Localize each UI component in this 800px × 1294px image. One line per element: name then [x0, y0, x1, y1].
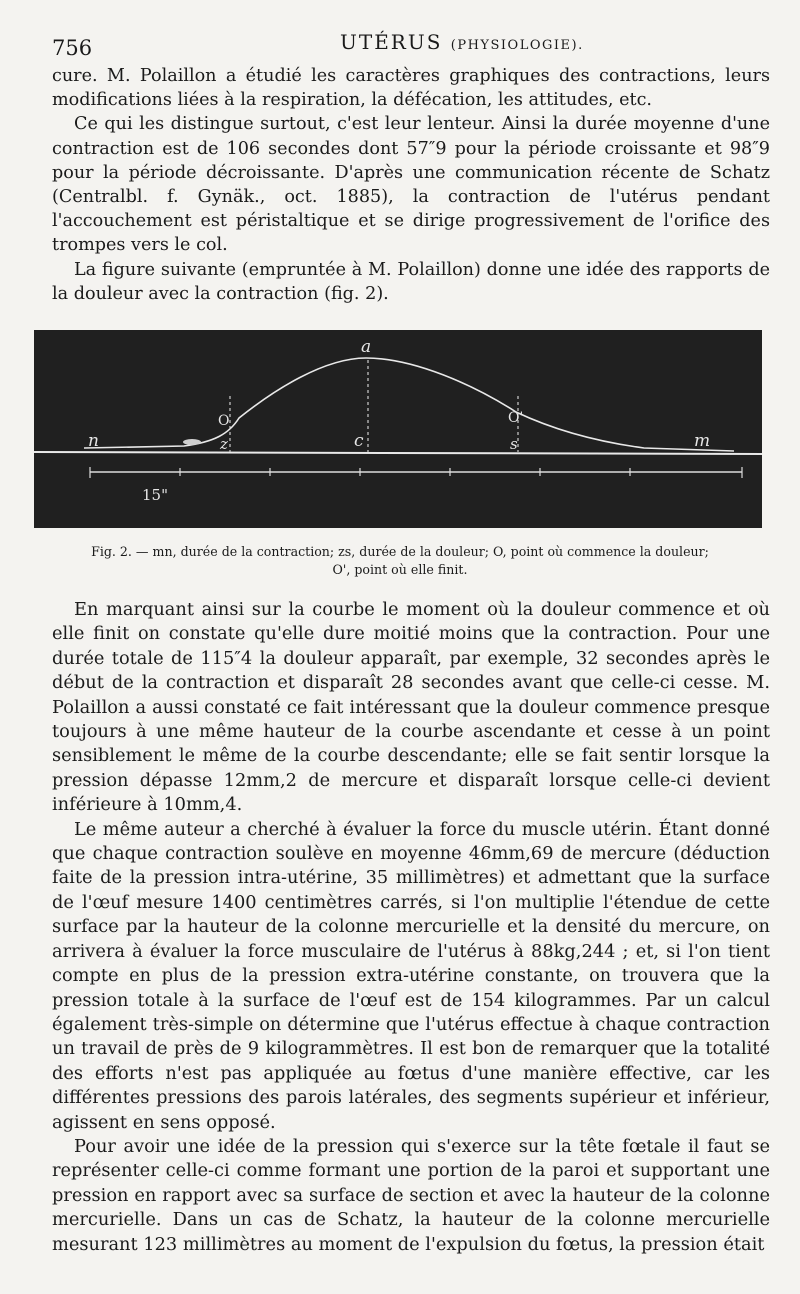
- contraction-curve: [84, 358, 734, 451]
- curve-plate: [34, 330, 762, 528]
- running-head: [340, 30, 584, 54]
- paragraph-6: Pour avoir une idée de la pression qui s'exerce sur la tête fœtale il faut se représenter celle-ci comme formant une portion de la paroi et supportant une pression en rapport avec sa surface de section et avec la hauteur de la colonne mercurielle. Dans un cas de Schatz, la hauteur de la colonne mercurielle mesurant 123 millimètres au moment de l'expulsion du fœtus, la pression était: [52, 1135, 770, 1255]
- label-s: s: [510, 435, 518, 453]
- label-n: n: [88, 431, 99, 451]
- figure-caption: [56, 543, 744, 579]
- label-c: c: [354, 431, 364, 451]
- page-header: [52, 30, 752, 60]
- paragraph-3: La figure suivante (empruntée à M. Polaillon) donne une idée des rapports de la douleur avec la contraction (fig. 2).: [52, 259, 770, 304]
- label-o-prime: O': [508, 410, 524, 426]
- paragraph-2: Ce qui les distingue surtout, c'est leur lenteur. Ainsi la durée moyenne d'une contraction est de 106 secondes dont 57″9 pour la période croissante et 98″9 pour la période décroissante. D'après une communication récente de Schatz (Centralbl. f. Gynäk., oct. 1885), la contraction de l'utérus pendant l'accouchement est péristaltique et se dirige progressivement de l'orifice des trompes vers le col.: [52, 114, 770, 256]
- page-number: 756: [52, 36, 93, 60]
- baseline: [34, 452, 762, 454]
- caption-line-1: Fig. 2. — mn, durée de la contraction; zs, durée de la douleur; O, point où commence la douleur;: [91, 544, 709, 559]
- label-o: O: [218, 413, 230, 429]
- label-a: a: [361, 337, 372, 357]
- figure-contraction-curve: [34, 330, 762, 528]
- paragraph-1: cure. M. Polaillon a étudié les caractères graphiques des contractions, leurs modifications liées à la respiration, la défécation, les attitudes, etc.: [52, 66, 770, 111]
- running-head-sub: (PHYSIOLOGIE).: [450, 38, 584, 53]
- curve-blot: [183, 439, 201, 445]
- label-z: z: [220, 435, 228, 453]
- running-head-main: UTÉRUS: [340, 30, 443, 54]
- text-block-top: [52, 64, 770, 306]
- paragraph-4: En marquant ainsi sur la courbe le moment où la douleur commence et où elle finit on constate qu'elle dure moitié moins que la contraction. Pour une durée totale de 115″4 la douleur apparaît, par exemple, 32 secondes après le début de la contraction et disparaît 28 secondes avant que celle-ci cesse. M. Polaillon a aussi constaté ce fait intéressant que la douleur commence presque toujours à une même hauteur de la courbe ascendante et cesse à un point sensiblement le même de la courbe descendante; elle se fait sentir lorsque la pression dépasse 12mm,2 de mercure et disparaît lorsque celle-ci devient inférieure à 10mm,4.: [52, 599, 770, 816]
- label-m: m: [694, 431, 711, 451]
- caption-line-2: O', point où elle finit.: [332, 562, 468, 577]
- scale-label: 15": [142, 486, 168, 504]
- paragraph-5: Le même auteur a cherché à évaluer la force du muscle utérin. Étant donné que chaque contraction soulève en moyenne 46mm,69 de mercure (déduction faite de la pression intra-utérine, 35 millimètres) et admettant que la surface de l'œuf mesure 1400 centimètres carrés, si l'on multiplie l'étendue de cette surface par la hauteur de la colonne mercurielle et la densité du mercure, on arrivera à évaluer la force musculaire de l'utérus à 88kg,244 ; et, si l'on tient compte en plus de la pression extra-utérine constante, on trouvera que la pression totale à la surface de l'œuf est de 154 kilogrammes. Par un calcul également très-simple on détermine que l'utérus effectue à chaque contraction un travail de près de 9 kilogrammètres. Il est bon de remarquer que la totalité des efforts n'est pas appliquée au fœtus d'une manière effective, car les différentes pressions des parois latérales, des segments supérieur et inférieur, agissent en sens opposé.: [52, 818, 770, 1133]
- text-block-bottom: [52, 598, 770, 1257]
